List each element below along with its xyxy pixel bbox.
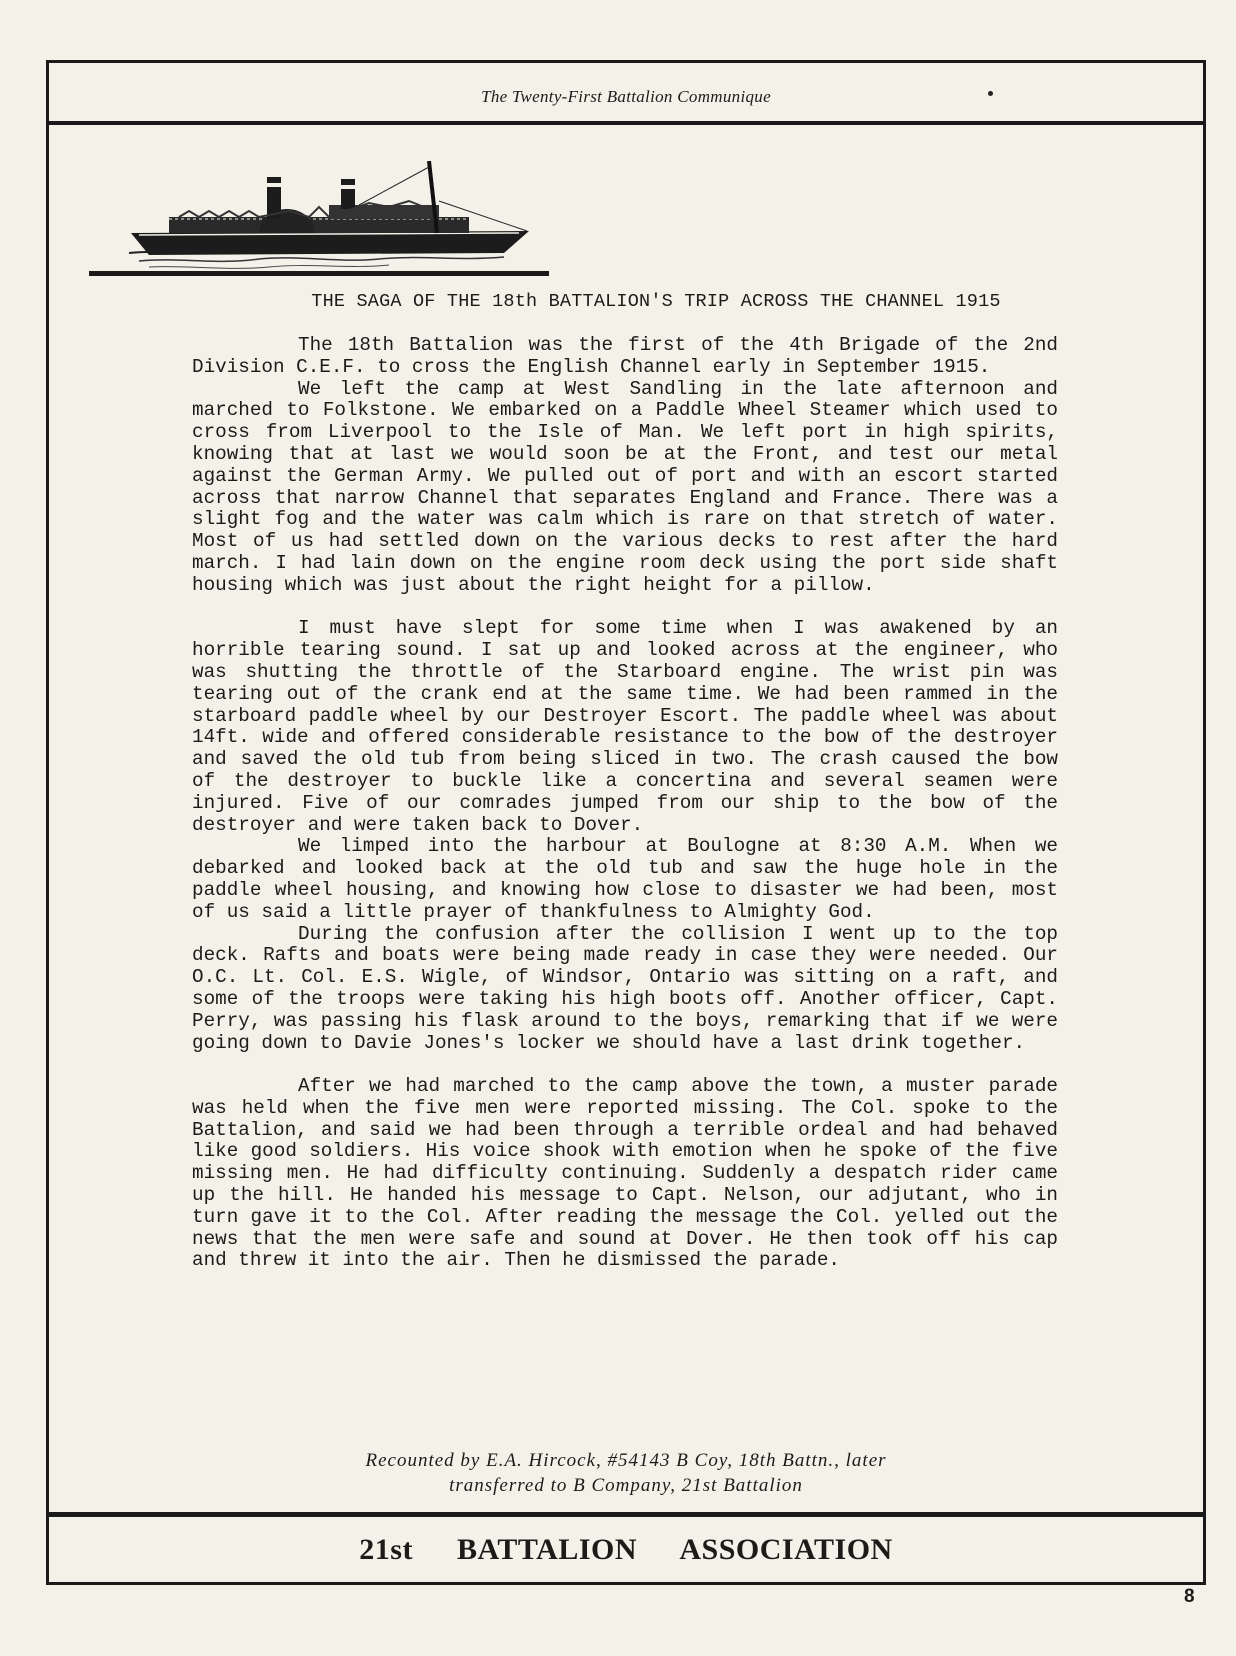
header-dot — [988, 91, 993, 96]
paragraph: After we had marched to the camp above the town, a muster parade was held when the five men were reported missing. The Col. spoke to the Battalion, and said we had been through a terrible ordeal and had behaved like good soldiers. His voice shook with emotion when he spoke of the five missing men. He had difficulty continuing. Suddenly a despatch rider came up the hill. He handed his message to Capt. Nelson, our adjutant, who in turn gave it to the Col. After reading the message the Col. yelled out the news that the men were safe and sound at Dover. He then took off his cap and threw it into the air. Then he dismissed the parade. — [192, 1075, 1058, 1272]
credit-line: Recounted by E.A. Hircock, #54143 B Coy, 18th Battn., later — [365, 1450, 887, 1471]
paragraph: I must have slept for some time when I was awakened by an horrible tearing sound. I sat up and looked across at the engineer, who was shutting the throttle of the Starboard engine. The wrist pin was tearing out of the crank end at the same time. We had been rammed in the starboard paddle wheel by our Destroyer Escort. The paddle wheel was about 14ft. wide and offered considerable resistance to the bow of the destroyer and saved the old tub from being sliced in two. The crash caused the bow of the destroyer to buckle like a concertina and several seamen were injured. Five of our comrades jumped from our ship to the bow of the destroyer and were taken back to Dover. — [192, 617, 1058, 836]
article-title: THE SAGA OF THE 18th BATTALION'S TRIP ACROSS THE CHANNEL 1915 — [311, 291, 1001, 312]
paragraph: During the confusion after the collision I went up to the top deck. Rafts and boats were being made ready in case they were needed. Our O.C. Lt. Col. E.S. Wigle, of Windsor, Ontario was sitting on a raft, and some of the troops were taking his high boots off. Another officer, Capt. Perry, was passing his flask around to the boys, remarking that if we were going down to Davie Jones's locker we should have a last drink together. — [192, 922, 1058, 1054]
header-bar — [49, 63, 1203, 125]
paragraph: We left the camp at West Sandling in the late afternoon and marched to Folkstone. We embarked on a Paddle Wheel Steamer which used to cross from Liverpool to the Isle of Man. We left port in high spirits, knowing that at last we would soon be at the Front, and test our metal against the German Army. We pulled out of port and with an escort started across that narrow Channel that separates England and France. There was a slight fog and the water was calm which is rare on that stretch of water. Most of us had settled down on the various decks to rest after the hard march. I had lain down on the engine room deck using the port side shaft housing which was just about the right height for a pillow. — [192, 377, 1058, 596]
newsletter-title: The Twenty-First Battalion Communique — [481, 87, 771, 106]
footer-bar — [49, 1512, 1203, 1582]
footer-word: 21st — [359, 1532, 413, 1566]
paddle-steamer-icon — [109, 161, 559, 276]
paragraph: The 18th Battalion was the first of the 4th Brigade of the 2nd Division C.E.F. to cross the English Channel early in September 1915. — [192, 334, 1058, 378]
footer-word: BATTALION — [456, 1532, 638, 1566]
illustration-rule — [89, 271, 549, 276]
association-title — [359, 1533, 892, 1567]
credit-line: transferred to B Company, 21st Battalion — [449, 1475, 803, 1496]
article-credit — [169, 1448, 1083, 1498]
article-body — [192, 335, 1058, 1272]
page-frame — [46, 60, 1206, 1585]
paragraph: We limped into the harbour at Boulogne at 8:30 A.M. When we debarked and looked back at the old tub and saw the huge hole in the paddle wheel housing, and knowing how close to disaster we had been, most of us said a little prayer of thankfulness to Almighty God. — [192, 835, 1058, 923]
footer-word: ASSOCIATION — [679, 1532, 893, 1566]
page-number: 8 — [1184, 1586, 1195, 1607]
